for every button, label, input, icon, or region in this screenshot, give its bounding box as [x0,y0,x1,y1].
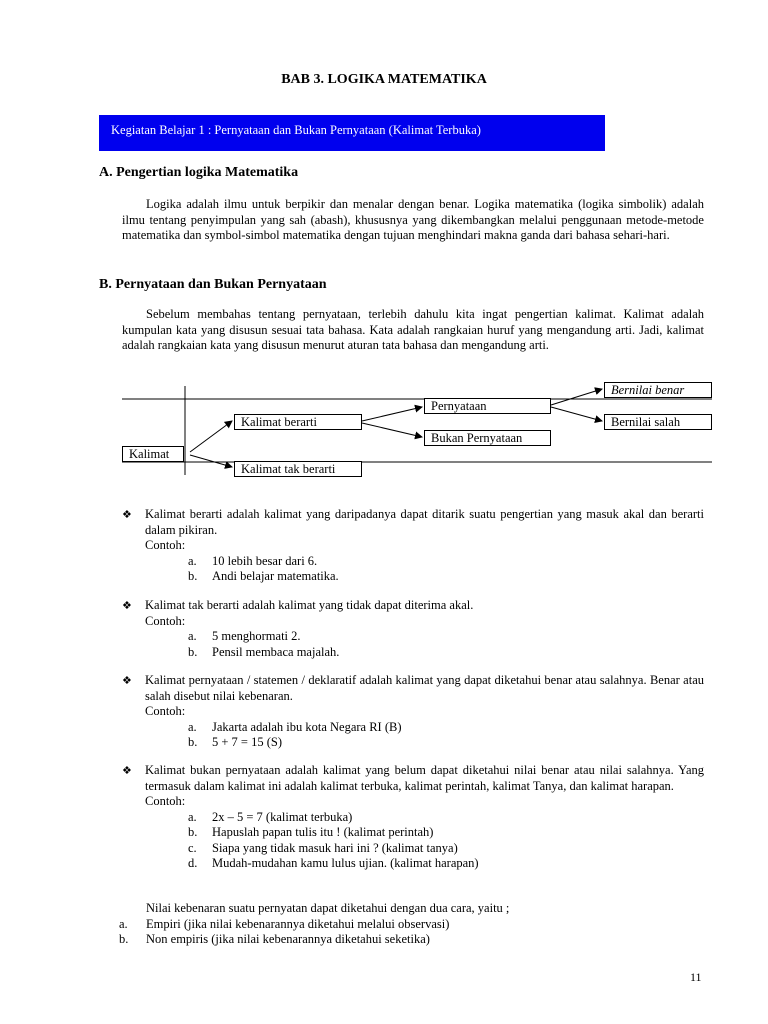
example-item: b. Hapuslah papan tulis itu ! (kalimat perintah) [188,825,434,839]
section-a-heading: A. Pengertian logika Matematika [99,165,299,180]
arrow-to-bukan-pernyataan [362,423,422,437]
bullet-text: Kalimat berarti adalah kalimat yang daripadanya dapat ditarik suatu pengertian yang masuk akal dan berarti dalam pikiran. [145,507,704,537]
arrow-to-pernyataan [362,407,422,421]
closing-intro: Nilai kebenaran suatu pernyatan dapat diketahui dengan dua cara, yaitu ; [146,901,510,915]
box-pernyataan: Pernyataan [424,398,551,414]
learning-activity-banner: Kegiatan Belajar 1 : Pernyataan dan Bukan Pernyataan (Kalimat Terbuka) [99,115,605,151]
page-number: 11 [690,970,702,984]
example-item: a. 5 menghormati 2. [188,629,301,643]
example-item: a. 2x – 5 = 7 (kalimat terbuka) [188,809,353,824]
bullet-text: Kalimat tak berarti adalah kalimat yang tidak dapat diterima akal. [145,598,474,612]
contoh-label: Contoh: [145,613,186,628]
box-bernilai-salah: Bernilai salah [604,414,712,430]
bullet-kalimat-tak-berarti [122,598,704,660]
example-item: a. 10 lebih besar dari 6. [188,553,318,568]
box-bernilai-benar: Bernilai benar [604,382,712,398]
box-kalimat-tak-berarti: Kalimat tak berarti [234,461,362,477]
section-a-paragraph: Logika adalah ilmu untuk berpikir dan menalar dengan benar. Logika matematika (logika simbolik) adalah ilmu tentang penyimpulan yang sah (abash), khususnya yang dikembangkan melalui penggunaan metode-metode matematika dan symbol-simbol matematika dengan tujuan menghindari makna ganda dari bahasa sehari-hari. [122,197,704,242]
section-b-paragraph: Sebelum membahas tentang pernyataan, terlebih dahulu kita ingat pengertian kalimat. Kalimat adalah kumpulan kata yang disusun sesuai tata bahasa. Kata adalah rangkaian huruf yang mengandung arti. Jadi, kalimat adalah rangkaian kata yang disusun menurut aturan tata bahasa dan mengandung arti. [122,307,704,352]
bullet-kalimat-berarti [122,507,704,585]
contoh-label: Contoh: [145,538,186,552]
bullet-kalimat-pernyataan [122,673,704,751]
example-item: d. Mudah-mudahan kamu lulus ujian. (kalimat harapan) [188,856,479,870]
diamond-bullet-icon: ❖ [122,599,132,612]
example-item: b. 5 + 7 = 15 (S) [188,735,283,749]
box-bukan-pernyataan: Bukan Pernyataan [424,430,551,446]
diamond-bullet-icon: ❖ [122,674,132,687]
arrow-to-tak-berarti [190,455,232,467]
bullet-kalimat-bukan-pernyataan [122,763,704,872]
truth-value-methods [119,901,704,948]
bullet-text: Kalimat bukan pernyataan adalah kalimat yang belum dapat diketahui nilai benar atau nilai salahnya. Yang termasuk dalam kalimat ini adalah kalimat terbuka, kalimat perintah, kalimat Tanya, dan kalimat harapan. [145,763,704,793]
diamond-bullet-icon: ❖ [122,764,132,777]
method-item: b. Non empiris (jika nilai kebenarannya diketahui seketika) [119,932,430,946]
example-item: c. Siapa yang tidak masuk hari ini ? (kalimat tanya) [188,840,458,855]
contoh-label: Contoh: [145,704,186,718]
section-b-heading: B. Pernyataan dan Bukan Pernyataan [99,277,327,292]
bullet-text: Kalimat pernyataan / statemen / deklaratif adalah kalimat yang dapat diketahui benar atau salahnya. Benar atau salah disebut nilai kebenaran. [145,673,704,703]
example-item: b. Andi belajar matematika. [188,569,339,583]
arrow-to-berarti [190,421,232,452]
box-kalimat-berarti: Kalimat berarti [234,414,362,430]
example-item: b. Pensil membaca majalah. [188,644,340,659]
arrow-to-salah [551,407,602,421]
example-item: a. Jakarta adalah ibu kota Negara RI (B) [188,719,402,734]
arrow-to-benar [551,389,602,405]
chapter-title: BAB 3. LOGIKA MATEMATIKA [281,72,487,87]
diamond-bullet-icon: ❖ [122,508,132,521]
box-kalimat: Kalimat [122,446,184,462]
contoh-label: Contoh: [145,794,186,808]
method-item: a. Empiri (jika nilai kebenarannya diketahui melalui observasi) [119,916,450,931]
